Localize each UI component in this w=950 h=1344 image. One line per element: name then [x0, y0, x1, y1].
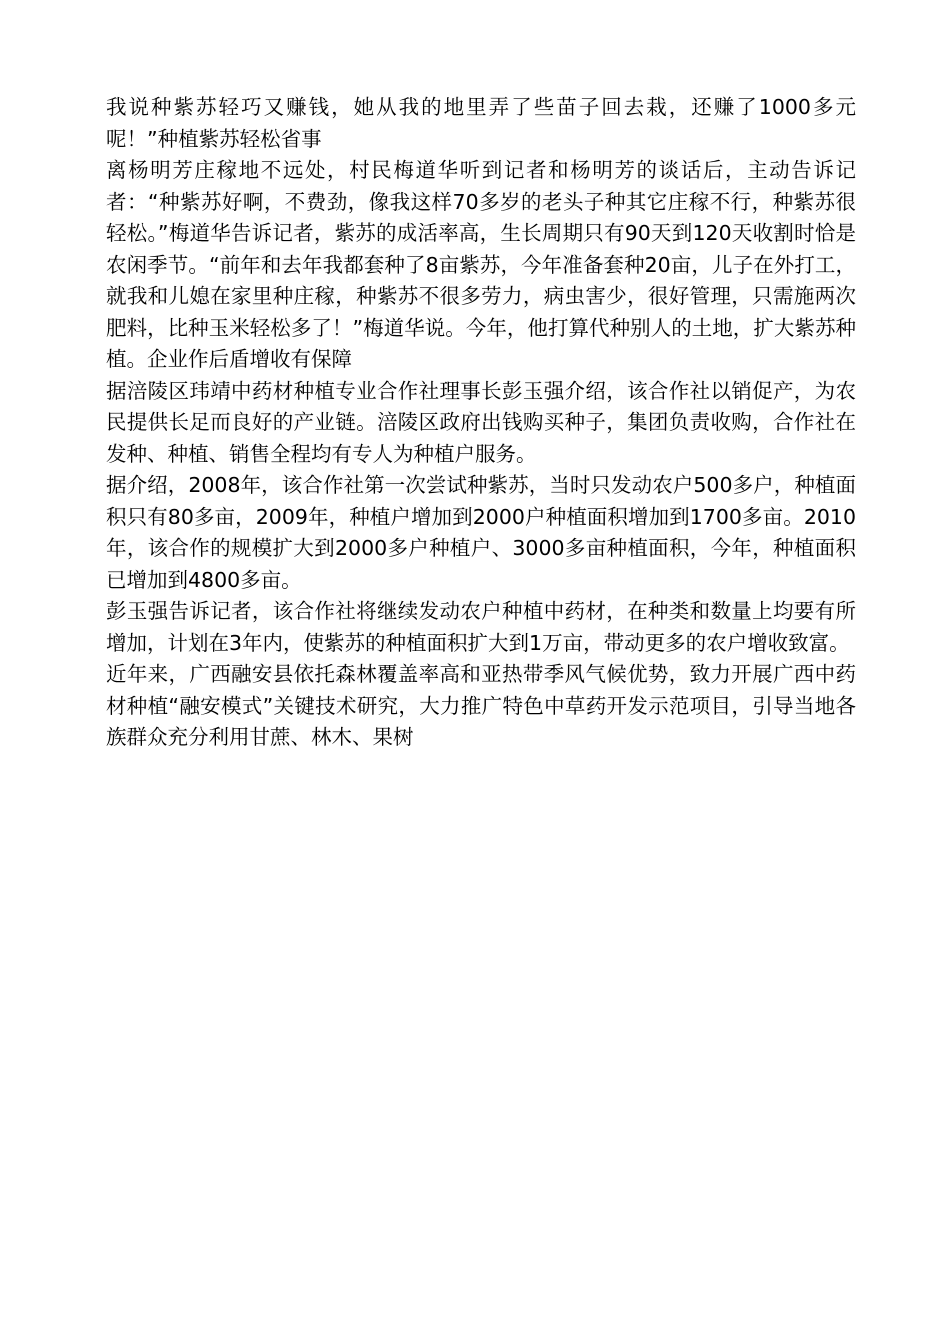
paragraph-1: 我说种紫苏轻巧又赚钱，她从我的地里弄了些苗子回去栽，还赚了1000多元呢！”种植紫苏轻松省事	[106, 95, 856, 151]
paragraph-2: 离杨明芳庄稼地不远处，村民梅道华听到记者和杨明芳的谈话后，主动告诉记者：“种紫苏好啊，不费劲，像我这样70多岁的老头子种其它庄稼不行，种紫苏很轻松。”梅道华告诉记者，紫苏的成活率高，生长周期只有90天到120天收割时恰是农闲季节。“前年和去年我都套种了8亩紫苏，今年准备套种20亩，儿子在外打工，就我和儿媳在家里种庄稼，种紫苏不很多劳力，病虫害少，很好管理，只需施两次肥料，比种玉米轻松多了！”梅道华说。今年，他打算代种别人的土地，扩大紫苏种植。企业作后盾增收有保障	[106, 158, 856, 371]
paragraph-3: 据涪陵区玮靖中药材种植专业合作社理事长彭玉强介绍，该合作社以销促产，为农民提供长足而良好的产业链。涪陵区政府出钱购买种子，集团负责收购，合作社在发种、种植、销售全程均有专人为种植户服务。	[106, 378, 856, 466]
document-body	[106, 92, 856, 754]
paragraph-6: 近年来，广西融安县依托森林覆盖率高和亚热带季风气候优势，致力开展广西中药材种植“融安模式”关键技术研究，大力推广特色中草药开发示范项目，引导当地各族群众充分利用甘蔗、林木、果树	[106, 662, 856, 749]
paragraph-4: 据介绍，2008年，该合作社第一次尝试种紫苏，当时只发动农户500多户，种植面积只有80多亩，2009年，种植户增加到2000户种植面积增加到1700多亩。2010年，该合作的规模扩大到2000多户种植户、3000多亩种植面积，今年，种植面积已增加到4800多亩。	[106, 473, 856, 592]
paragraph-5: 彭玉强告诉记者，该合作社将继续发动农户种植中药材，在种类和数量上均要有所增加，计划在3年内，使紫苏的种植面积扩大到1万亩，带动更多的农户增收致富。	[106, 599, 856, 655]
